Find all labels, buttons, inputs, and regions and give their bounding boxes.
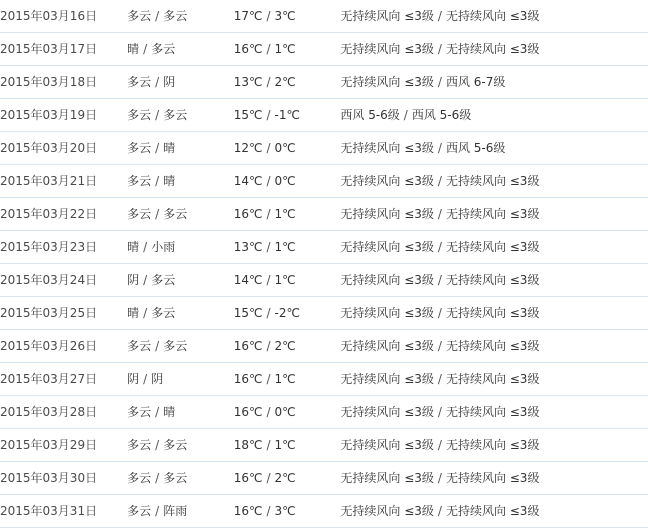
weather-day: 多云 — [127, 207, 152, 221]
wind-night: 无持续风向 ≤3级 — [445, 372, 540, 386]
cell-temperature — [234, 297, 341, 330]
wind-night: 无持续风向 ≤3级 — [445, 42, 540, 56]
weather-separator: / — [155, 339, 160, 353]
cell-date: 2015年03月19日 — [0, 99, 127, 132]
table-row — [0, 396, 648, 429]
wind-separator: / — [437, 273, 442, 287]
cell-temperature — [234, 231, 341, 264]
cell-temperature — [234, 429, 341, 462]
wind-day: 无持续风向 ≤3级 — [340, 9, 434, 23]
temp-separator: / — [266, 42, 271, 56]
wind-day: 无持续风向 ≤3级 — [340, 240, 434, 254]
temp-low: 1℃ — [274, 372, 296, 386]
wind-day: 无持续风向 ≤3级 — [340, 372, 434, 386]
wind-night: 无持续风向 ≤3级 — [445, 207, 540, 221]
weather-separator: / — [155, 471, 160, 485]
wind-day: 无持续风向 ≤3级 — [340, 471, 434, 485]
weather-night: 晴 — [163, 405, 176, 419]
temp-low: -2℃ — [274, 306, 300, 320]
weather-night: 多云 — [163, 207, 188, 221]
cell-wind — [340, 396, 648, 429]
temp-separator: / — [266, 372, 271, 386]
cell-temperature — [234, 198, 341, 231]
temp-high: 15℃ — [233, 306, 263, 320]
weather-day: 多云 — [127, 471, 152, 485]
wind-separator: / — [437, 9, 442, 23]
weather-day: 多云 — [127, 174, 152, 188]
cell-wind — [340, 330, 648, 363]
cell-date: 2015年03月26日 — [0, 330, 127, 363]
weather-separator: / — [155, 108, 160, 122]
weather-night: 阴 — [151, 372, 164, 386]
wind-day: 无持续风向 ≤3级 — [340, 174, 434, 188]
temp-separator: / — [266, 273, 271, 287]
cell-temperature — [234, 66, 341, 99]
temp-high: 16℃ — [233, 42, 263, 56]
table-row — [0, 132, 648, 165]
cell-date: 2015年03月24日 — [0, 264, 127, 297]
wind-separator: / — [403, 108, 408, 122]
weather-separator: / — [143, 42, 148, 56]
temp-low: 1℃ — [274, 240, 296, 254]
cell-wind — [340, 462, 648, 495]
table-row — [0, 0, 648, 33]
temp-low: 0℃ — [274, 141, 296, 155]
cell-date: 2015年03月30日 — [0, 462, 127, 495]
wind-day: 无持续风向 ≤3级 — [340, 273, 434, 287]
weather-night: 多云 — [151, 306, 176, 320]
cell-weather — [127, 99, 234, 132]
wind-day: 无持续风向 ≤3级 — [340, 42, 434, 56]
wind-day: 无持续风向 ≤3级 — [340, 339, 434, 353]
temp-low: 1℃ — [274, 207, 296, 221]
cell-weather — [127, 297, 234, 330]
temp-separator: / — [266, 504, 271, 518]
temp-high: 14℃ — [233, 174, 263, 188]
wind-night: 无持续风向 ≤3级 — [445, 405, 540, 419]
weather-day: 多云 — [127, 438, 152, 452]
temp-high: 16℃ — [233, 471, 263, 485]
temp-separator: / — [266, 108, 271, 122]
wind-day: 无持续风向 ≤3级 — [340, 504, 434, 518]
temp-low: 2℃ — [274, 75, 296, 89]
cell-temperature — [234, 330, 341, 363]
temp-high: 16℃ — [233, 372, 263, 386]
cell-wind — [340, 495, 648, 528]
cell-date: 2015年03月29日 — [0, 429, 127, 462]
weather-day: 晴 — [127, 240, 140, 254]
temp-high: 14℃ — [233, 273, 263, 287]
temp-high: 12℃ — [233, 141, 263, 155]
wind-separator: / — [437, 438, 442, 452]
cell-weather — [127, 429, 234, 462]
temp-low: -1℃ — [274, 108, 300, 122]
temp-low: 1℃ — [274, 42, 296, 56]
cell-date: 2015年03月17日 — [0, 33, 127, 66]
wind-separator: / — [437, 306, 442, 320]
weather-night: 多云 — [151, 273, 176, 287]
weather-night: 阴 — [163, 75, 176, 89]
temp-low: 3℃ — [274, 9, 296, 23]
temp-separator: / — [266, 306, 271, 320]
cell-temperature — [234, 132, 341, 165]
table-row — [0, 495, 648, 528]
cell-wind — [340, 363, 648, 396]
temp-low: 2℃ — [274, 339, 296, 353]
cell-temperature — [234, 165, 341, 198]
cell-weather — [127, 330, 234, 363]
wind-night: 西风 6-7级 — [445, 75, 506, 89]
weather-separator: / — [155, 174, 160, 188]
temp-separator: / — [266, 339, 271, 353]
weather-separator: / — [155, 9, 160, 23]
wind-day: 无持续风向 ≤3级 — [340, 438, 434, 452]
wind-night: 无持续风向 ≤3级 — [445, 504, 540, 518]
wind-separator: / — [437, 504, 442, 518]
wind-separator: / — [437, 174, 442, 188]
cell-temperature — [234, 462, 341, 495]
wind-night: 无持续风向 ≤3级 — [445, 240, 540, 254]
cell-temperature — [234, 99, 341, 132]
cell-temperature — [234, 264, 341, 297]
weather-day: 阴 — [127, 273, 140, 287]
table-row — [0, 264, 648, 297]
cell-wind — [340, 33, 648, 66]
cell-date: 2015年03月23日 — [0, 231, 127, 264]
cell-temperature — [234, 363, 341, 396]
wind-separator: / — [437, 372, 442, 386]
cell-weather — [127, 33, 234, 66]
cell-wind — [340, 132, 648, 165]
wind-separator: / — [437, 75, 442, 89]
wind-night: 无持续风向 ≤3级 — [445, 339, 540, 353]
table-row — [0, 231, 648, 264]
temp-separator: / — [266, 174, 271, 188]
wind-day: 无持续风向 ≤3级 — [340, 141, 434, 155]
weather-separator: / — [155, 141, 160, 155]
table-row — [0, 429, 648, 462]
wind-night: 无持续风向 ≤3级 — [445, 273, 540, 287]
cell-wind — [340, 198, 648, 231]
cell-temperature — [234, 33, 341, 66]
weather-night: 阵雨 — [163, 504, 188, 518]
temp-separator: / — [266, 75, 271, 89]
cell-date: 2015年03月16日 — [0, 0, 127, 33]
wind-day: 西风 5-6级 — [340, 108, 400, 122]
cell-date: 2015年03月20日 — [0, 132, 127, 165]
wind-day: 无持续风向 ≤3级 — [340, 405, 434, 419]
cell-wind — [340, 429, 648, 462]
weather-night: 多云 — [163, 339, 188, 353]
wind-separator: / — [437, 42, 442, 56]
weather-day: 阴 — [127, 372, 140, 386]
temp-high: 18℃ — [233, 438, 263, 452]
weather-day: 晴 — [127, 306, 140, 320]
cell-wind — [340, 297, 648, 330]
cell-weather — [127, 0, 234, 33]
temp-high: 13℃ — [233, 240, 263, 254]
temp-high: 16℃ — [233, 504, 263, 518]
wind-night: 西风 5-6级 — [411, 108, 472, 122]
temp-separator: / — [266, 240, 271, 254]
cell-weather — [127, 132, 234, 165]
weather-day: 多云 — [127, 504, 152, 518]
temp-separator: / — [266, 141, 271, 155]
wind-day: 无持续风向 ≤3级 — [340, 207, 434, 221]
table-row — [0, 297, 648, 330]
cell-weather — [127, 66, 234, 99]
table-row — [0, 33, 648, 66]
weather-separator: / — [155, 75, 160, 89]
cell-date: 2015年03月18日 — [0, 66, 127, 99]
wind-separator: / — [437, 141, 442, 155]
cell-weather — [127, 495, 234, 528]
cell-weather — [127, 396, 234, 429]
wind-day: 无持续风向 ≤3级 — [340, 75, 434, 89]
table-row — [0, 330, 648, 363]
weather-separator: / — [155, 504, 160, 518]
weather-day: 多云 — [127, 339, 152, 353]
temp-separator: / — [266, 207, 271, 221]
wind-day: 无持续风向 ≤3级 — [340, 306, 434, 320]
temp-high: 13℃ — [233, 75, 263, 89]
weather-night: 晴 — [163, 174, 176, 188]
temp-low: 3℃ — [274, 504, 296, 518]
temp-low: 0℃ — [274, 405, 296, 419]
temp-separator: / — [266, 9, 271, 23]
weather-separator: / — [155, 438, 160, 452]
cell-date: 2015年03月25日 — [0, 297, 127, 330]
weather-day: 多云 — [127, 108, 152, 122]
weather-separator: / — [143, 306, 148, 320]
weather-night: 多云 — [163, 471, 188, 485]
wind-separator: / — [437, 240, 442, 254]
temp-low: 2℃ — [274, 471, 296, 485]
weather-night: 多云 — [163, 9, 188, 23]
wind-night: 无持续风向 ≤3级 — [445, 306, 540, 320]
temp-high: 15℃ — [233, 108, 263, 122]
cell-wind — [340, 0, 648, 33]
cell-date: 2015年03月27日 — [0, 363, 127, 396]
temp-high: 16℃ — [233, 405, 263, 419]
table-row — [0, 99, 648, 132]
cell-temperature — [234, 396, 341, 429]
cell-temperature — [234, 0, 341, 33]
temp-low: 1℃ — [274, 273, 296, 287]
temp-low: 0℃ — [274, 174, 296, 188]
cell-weather — [127, 198, 234, 231]
cell-weather — [127, 231, 234, 264]
weather-day: 多云 — [127, 405, 152, 419]
cell-wind — [340, 99, 648, 132]
temp-high: 16℃ — [233, 207, 263, 221]
wind-night: 无持续风向 ≤3级 — [445, 471, 540, 485]
wind-night: 西风 5-6级 — [445, 141, 506, 155]
weather-separator: / — [155, 405, 160, 419]
weather-separator: / — [155, 207, 160, 221]
cell-date: 2015年03月31日 — [0, 495, 127, 528]
weather-day: 多云 — [127, 9, 152, 23]
cell-weather — [127, 363, 234, 396]
cell-temperature — [234, 495, 341, 528]
cell-date: 2015年03月22日 — [0, 198, 127, 231]
cell-wind — [340, 165, 648, 198]
wind-separator: / — [437, 207, 442, 221]
table-row — [0, 198, 648, 231]
wind-night: 无持续风向 ≤3级 — [445, 438, 540, 452]
table-row — [0, 66, 648, 99]
cell-weather — [127, 462, 234, 495]
wind-night: 无持续风向 ≤3级 — [445, 174, 540, 188]
temp-high: 17℃ — [233, 9, 263, 23]
table-row — [0, 363, 648, 396]
table-row — [0, 165, 648, 198]
weather-night: 多云 — [163, 438, 188, 452]
wind-separator: / — [437, 339, 442, 353]
temp-separator: / — [266, 405, 271, 419]
weather-night: 晴 — [163, 141, 176, 155]
weather-day: 多云 — [127, 75, 152, 89]
weather-day: 晴 — [127, 42, 140, 56]
wind-separator: / — [437, 471, 442, 485]
cell-wind — [340, 231, 648, 264]
weather-night: 多云 — [163, 108, 188, 122]
temp-high: 16℃ — [233, 339, 263, 353]
weather-separator: / — [143, 372, 148, 386]
weather-night: 多云 — [151, 42, 176, 56]
weather-separator: / — [143, 240, 148, 254]
cell-wind — [340, 66, 648, 99]
cell-date: 2015年03月28日 — [0, 396, 127, 429]
cell-weather — [127, 264, 234, 297]
weather-separator: / — [143, 273, 148, 287]
temp-low: 1℃ — [274, 438, 296, 452]
cell-weather — [127, 165, 234, 198]
wind-separator: / — [437, 405, 442, 419]
wind-night: 无持续风向 ≤3级 — [445, 9, 540, 23]
temp-separator: / — [266, 471, 271, 485]
temp-separator: / — [266, 438, 271, 452]
table-row — [0, 462, 648, 495]
weather-night: 小雨 — [151, 240, 176, 254]
weather-day: 多云 — [127, 141, 152, 155]
cell-date: 2015年03月21日 — [0, 165, 127, 198]
cell-wind — [340, 264, 648, 297]
